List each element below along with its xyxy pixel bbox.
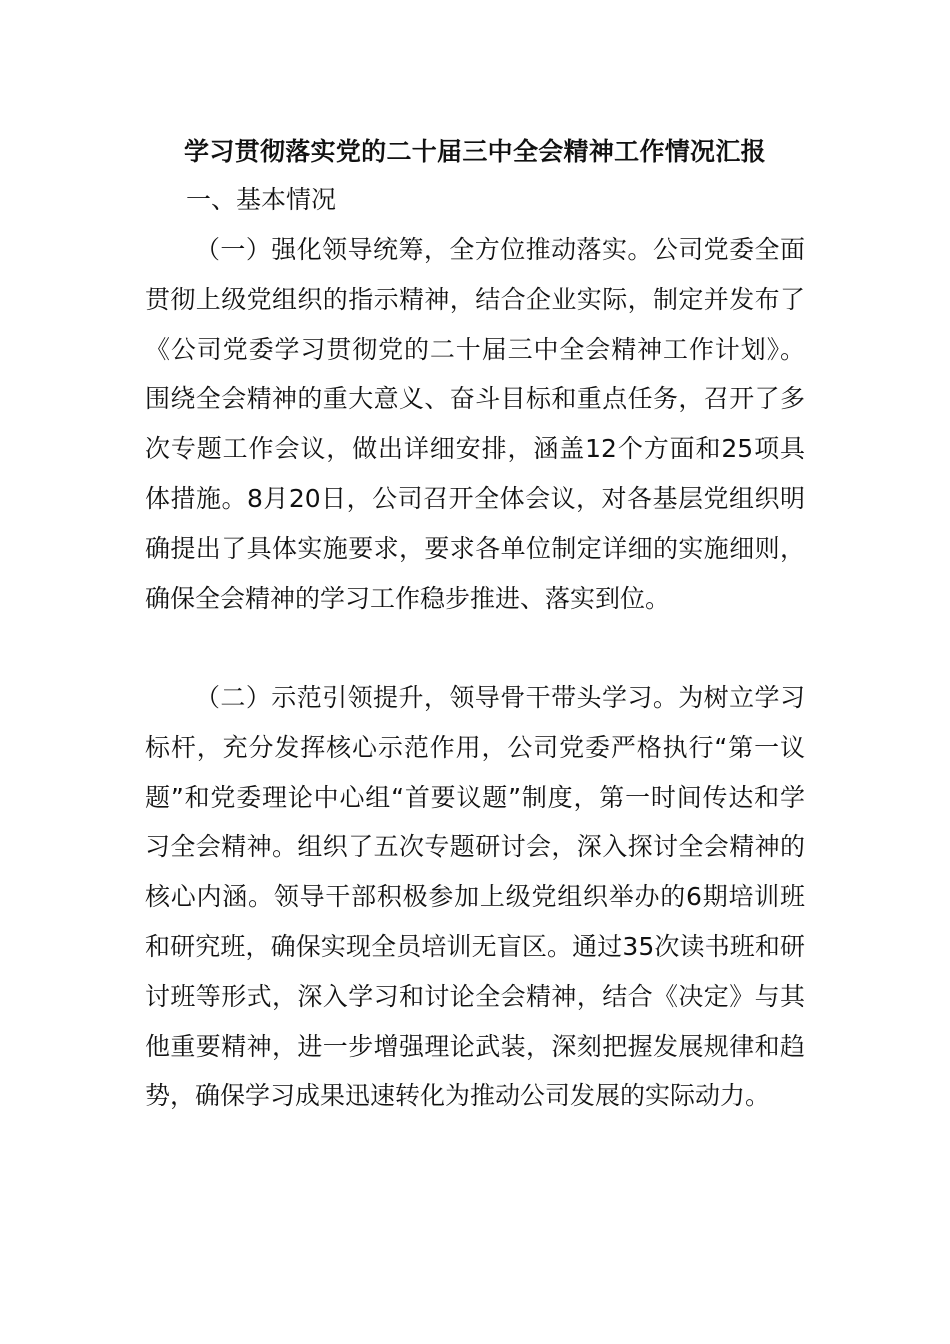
paragraph-demonstration: （二）示范引领提升，领导骨干带头学习。为树立学习标杆，充分发挥核心示范作用，公司党委严格执行“第一议题”和党委理论中心组“首要议题”制度，第一时间传达和学习全会精神。组织了五次专题研讨会，深入探讨全会精神的核心内涵。领导干部积极参加上级党组织举办的6期培训班和研究班，确保实现全员培训无盲区。通过35次读书班和研讨班等形式，深入学习和讨论全会精神，结合《决定》与其他重要精神，进一步增强理论武装，深刻把握发展规律和趋势，确保学习成果迅速转化为推动公司发展的实际动力。 xyxy=(145,683,805,1111)
section-heading: 一、基本情况 xyxy=(186,185,337,214)
document-title: 学习贯彻落实党的二十届三中全会精神工作情况汇报 xyxy=(184,137,766,166)
paragraph-leadership: （一）强化领导统筹，全方位推动落实。公司党委全面贯彻上级党组织的指示精神，结合企业实际，制定并发布了《公司党委学习贯彻党的二十届三中全会精神工作计划》。围绕全会精神的重大意义、奋斗目标和重点任务，召开了多次专题工作会议，做出详细安排，涵盖12个方面和25项具体措施。8月20日，公司召开全体会议，对各基层党组织明确提出了具体实施要求，要求各单位制定详细的实施细则，确保全会精神的学习工作稳步推进、落实到位。 xyxy=(145,235,805,613)
